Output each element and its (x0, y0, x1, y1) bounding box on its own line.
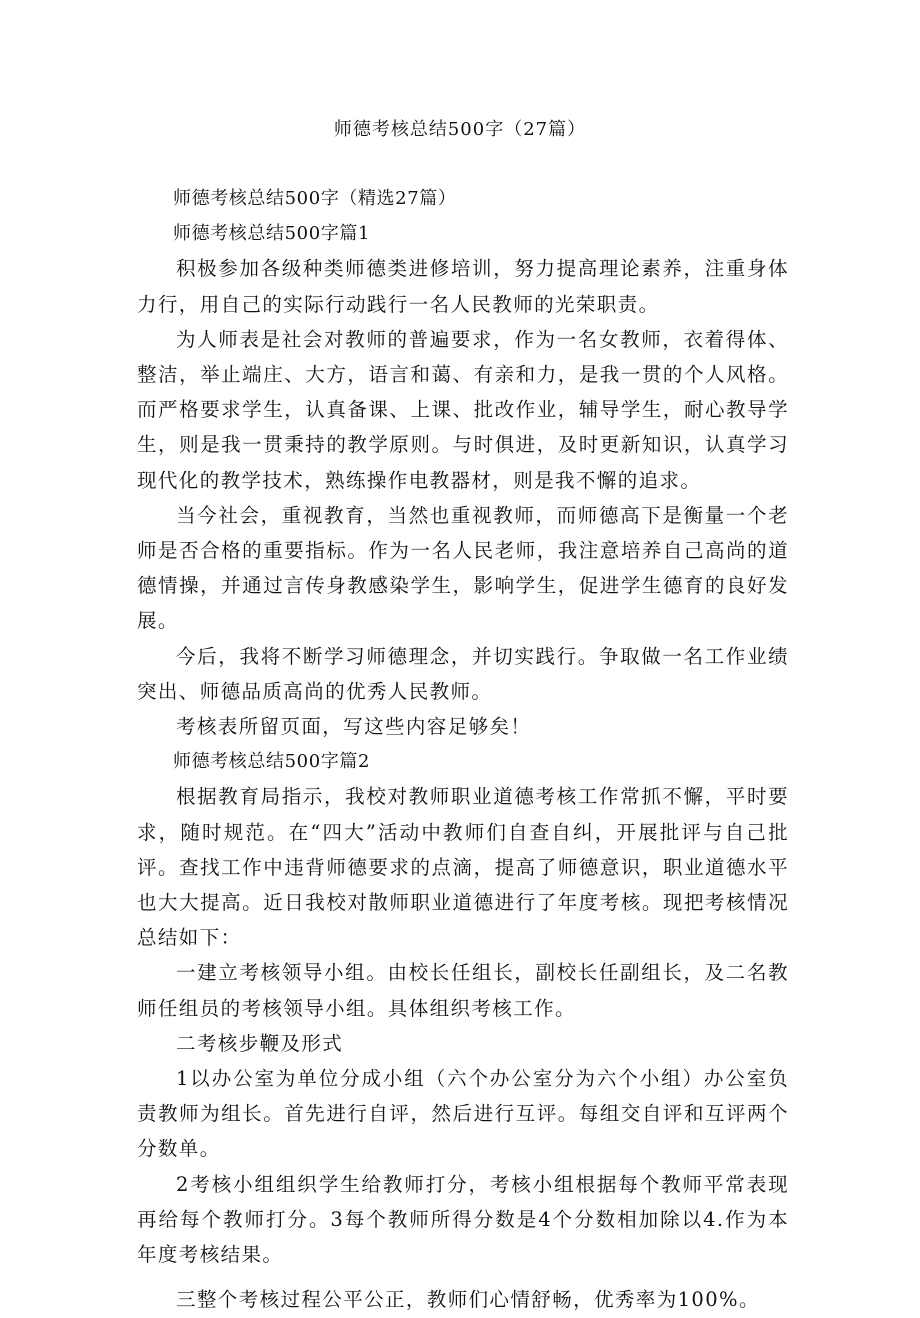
paragraph: 2考核小组组织学生给教师打分，考核小组根据每个教师平常表现再给每个教师打分。3每个教师所得分数是4个分数相加除以4.作为本年度考核结果。 (137, 1172, 789, 1267)
paragraph: 为人师表是社会对教师的普遍要求，作为一名女教师，衣着得体、整洁，举止端庄、大方，语言和蔼、有亲和力，是我一贯的个人风格。而严格要求学生，认真备课、上课、批改作业，辅导学生，耐心教导学生，则是我一贯秉持的教学原则。与时俱进，及时更新知识，认真学习现代化的教学技术，熟练操作电教器材，则是我不懈的追求。 (137, 327, 789, 492)
paragraph: 考核表所留页面，写这些内容足够矣！ (176, 715, 532, 739)
paragraph: 积极参加各级种类师德类进修培训，努力提高理论素养，注重身体力行，用自己的实际行动践行一名人民教师的光荣职责。 (137, 257, 789, 316)
document-title: 师德考核总结500字（27篇） (333, 119, 587, 140)
document-body (137, 181, 789, 1318)
paragraph: 一建立考核领导小组。由校长任组长，副校长任副组长，及二名教师任组员的考核领导小组。具体组织考核工作。 (137, 961, 789, 1020)
paragraph-subtitle: 师德考核总结500字（精选27篇） (173, 188, 457, 209)
paragraph-heading-1: 师德考核总结500字篇1 (173, 223, 371, 245)
paragraph: 今后，我将不断学习师德理念，并切实践行。争取做一名工作业绩突出、师德品质高尚的优秀人民教师。 (137, 644, 789, 703)
paragraph: 根据教育局指示，我校对教师职业道德考核工作常抓不懈，平时要求，随时规范。在“四大”活动中教师们自查自纠，开展批评与自己批评。查找工作中违背师德要求的点滴，提高了师德意识，职业道德水平也大大提高。近日我校对散师职业道德进行了年度考核。现把考核情况总结如下： (137, 785, 789, 950)
paragraph: 1以办公室为单位分成小组（六个办公室分为六个小组）办公室负责教师为组长。首先进行自评，然后进行互评。每组交自评和互评两个分数单。 (137, 1067, 789, 1161)
paragraph-heading-2: 师德考核总结500字篇2 (173, 751, 371, 773)
paragraph: 三整个考核过程公平公正，教师们心情舒畅，优秀率为100%。 (176, 1288, 760, 1312)
paragraph: 二考核步鞭及形式 (176, 1031, 344, 1055)
paragraph: 当今社会，重视教育，当然也重视教师，而师德高下是衡量一个老师是否合格的重要指标。作为一名人民老师，我注意培养自己高尚的道德情操，并通过言传身教感染学生，影响学生，促进学生德育的良好发展。 (137, 503, 789, 633)
